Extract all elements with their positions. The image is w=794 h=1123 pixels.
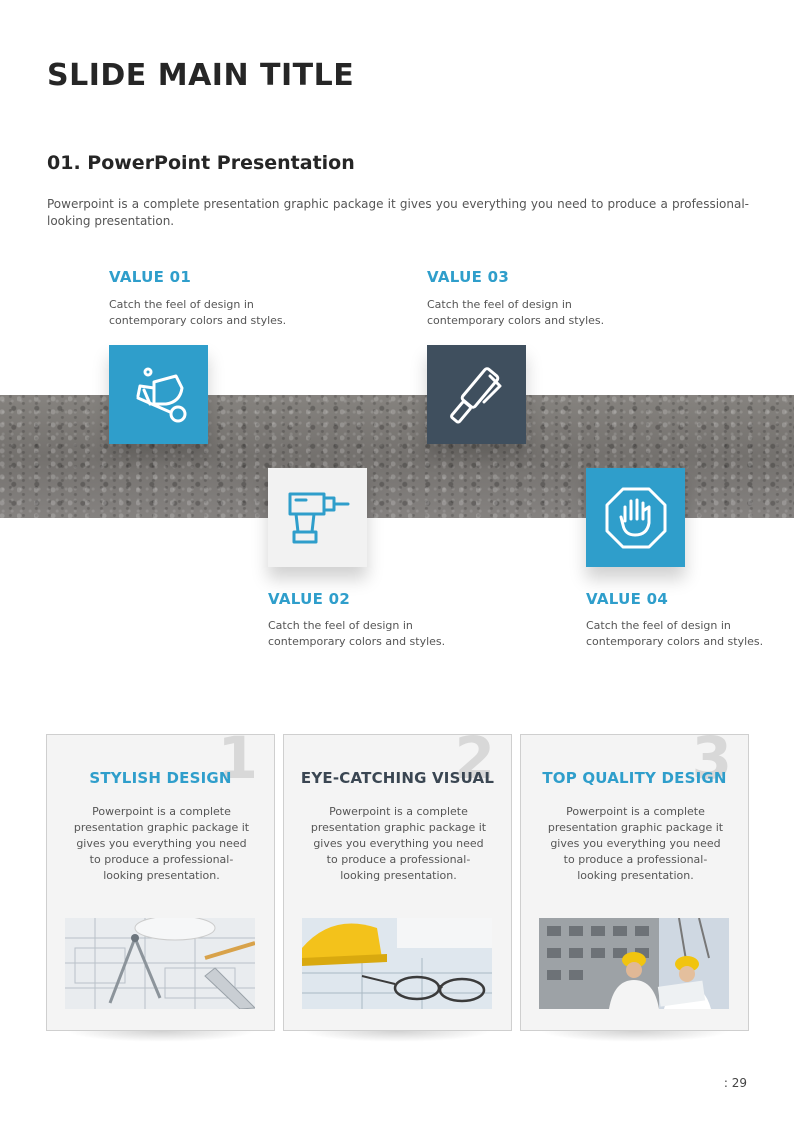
value-02-title: VALUE 02 <box>268 590 351 608</box>
feature-card-3 <box>520 724 749 1031</box>
slide-title: SLIDE MAIN TITLE <box>47 58 355 93</box>
drill-icon <box>284 488 352 548</box>
card-number: 3 <box>691 724 732 792</box>
value-04-icon-box <box>586 468 685 567</box>
stop-hand-icon <box>603 485 669 551</box>
card-desc: Powerpoint is a complete presentation graphic package it gives you everything you need to produce a professional-looking presentation. <box>547 805 724 882</box>
value-02-icon-box <box>268 468 367 567</box>
card-desc: Powerpoint is a complete presentation graphic package it gives you everything you need to produce a professional-looking presentation. <box>73 805 250 882</box>
blueprint-compass-photo <box>65 918 255 1009</box>
value-03-desc: Catch the feel of design in contemporary colors and styles. <box>427 298 605 327</box>
card-title: EYE-CATCHING VISUAL <box>300 769 495 787</box>
page-number: : 29 <box>723 1076 747 1090</box>
card-number: 2 <box>454 724 495 792</box>
value-01-icon-box <box>109 345 208 444</box>
intro-paragraph: Powerpoint is a complete presentation graphic package it gives you everything you need to produce a professional-looking presentation. <box>47 197 749 228</box>
value-02-desc: Catch the feel of design in contemporary colors and styles. <box>268 619 446 648</box>
card-title: TOP QUALITY DESIGN <box>542 769 727 787</box>
paint-roller-icon <box>444 362 510 428</box>
section-title: 01. PowerPoint Presentation <box>47 152 355 174</box>
feature-card-2 <box>283 724 512 1031</box>
value-03-title: VALUE 03 <box>427 268 510 286</box>
wheelbarrow-icon <box>124 364 194 426</box>
value-01-desc: Catch the feel of design in contemporary colors and styles. <box>109 298 287 327</box>
card-desc: Powerpoint is a complete presentation graphic package it gives you everything you need to produce a professional-looking presentation. <box>310 805 487 882</box>
card-title: STYLISH DESIGN <box>89 769 232 787</box>
card-number: 1 <box>217 724 258 792</box>
hardhat-glasses-photo <box>302 918 492 1009</box>
engineers-site-photo <box>539 918 729 1009</box>
value-04-desc: Catch the feel of design in contemporary colors and styles. <box>586 619 764 648</box>
value-01-title: VALUE 01 <box>109 268 192 286</box>
feature-card-1 <box>46 724 275 1031</box>
value-03-icon-box <box>427 345 526 444</box>
value-04-title: VALUE 04 <box>586 590 669 608</box>
